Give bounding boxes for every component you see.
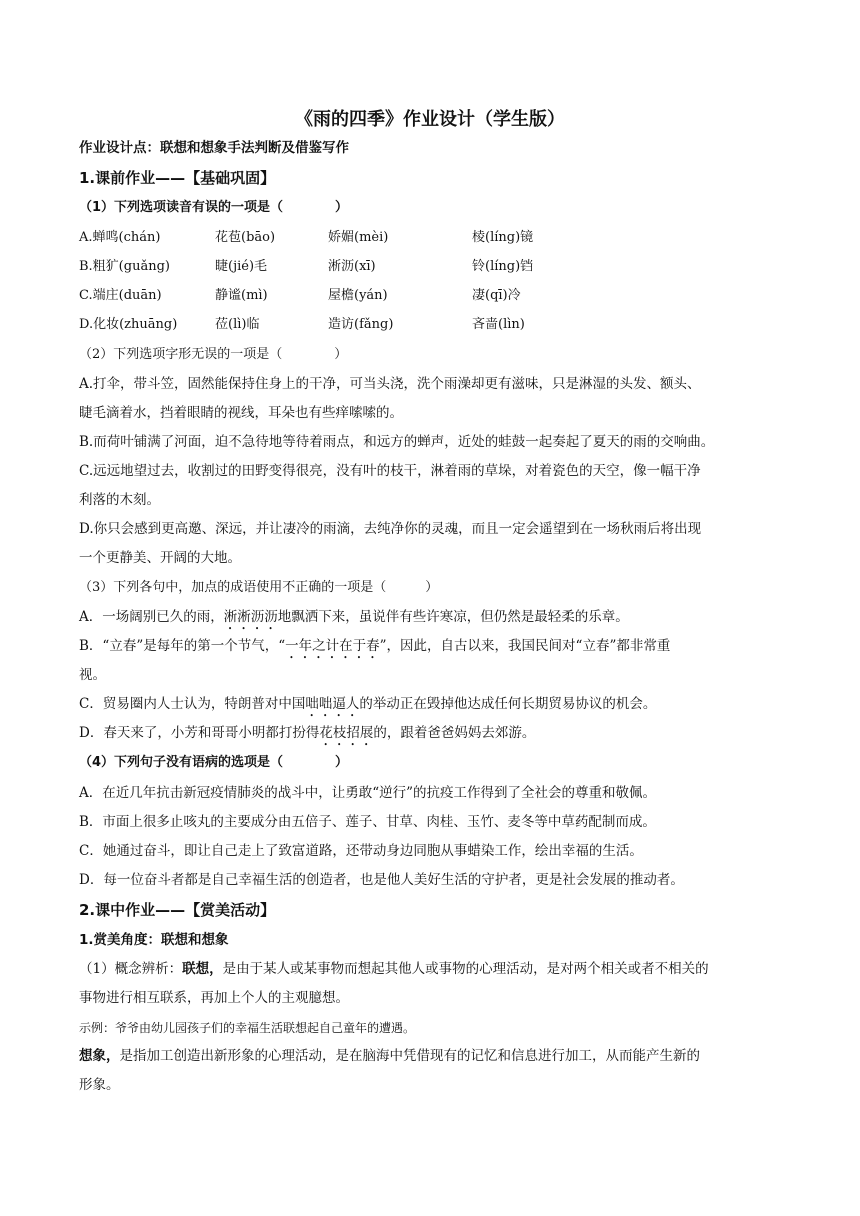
- q2-option-a-line1: A.打伞，带斗笠，固然能保持住身上的干净，可当头浇，洗个雨澡却更有滋味，只是淋湿的头发、额头、: [79, 376, 701, 392]
- section1-heading: 1.课前作业——【基础巩固】: [79, 169, 276, 187]
- q2-option-a-line2: 睫毛滴着水，挡着眼睛的视线，耳朵也有些痒嗦嗦的。: [79, 405, 403, 421]
- q1-a-4: 棱(líng)镜: [472, 230, 534, 245]
- q3-stem: （3）下列各句中，加点的成语使用不正确的一项是（ ）: [79, 580, 439, 595]
- q1-b-2: 睫(jié)毛: [215, 259, 268, 274]
- q1-c-1: C.端庄(duān): [79, 288, 162, 303]
- definition-imagination-line2: 形象。: [79, 1077, 120, 1093]
- q3-c-pre: C．贸易圈内人士认为，特朗普对中国: [79, 696, 306, 712]
- appreciation-angle: 1.赏美角度：联想和想象: [79, 932, 229, 948]
- q3-c-idiom: 咄咄逼人: [305, 696, 360, 712]
- example-text: 示例：爷爷由幼儿园孩子们的幸福生活联想起自己童年的遭遇。: [79, 1021, 416, 1035]
- page-title: 《雨的四季》作业设计（学生版）: [295, 109, 565, 130]
- q4-option-c: C．她通过奋斗，即让自己走上了致富道路，还带动身边同胞从事蜡染工作，绘出幸福的生活。: [79, 843, 643, 859]
- q3-b-pre: B．“立春”是每年的第一个节气，“: [79, 638, 286, 654]
- q1-d-1: D.化妆(zhuāng): [79, 317, 178, 332]
- definition-association: [79, 961, 709, 977]
- q3-a-pre: A．一场阔别已久的雨，: [79, 609, 224, 625]
- definition-association-line2: 事物进行相互联系，再加上个人的主观臆想。: [79, 990, 349, 1006]
- q3-b-idiom: 一年之计在于春: [285, 638, 380, 654]
- q3-option-b: [79, 638, 670, 662]
- def2-keyword: 想象，: [79, 1048, 120, 1064]
- q3-option-a: [79, 609, 629, 633]
- q1-d-2: 莅(lì)临: [215, 317, 260, 332]
- def2-text: 是指加工创造出新形象的心理活动，是在脑海中凭借现有的记忆和信息进行加工，从而能产生新的: [119, 1048, 700, 1064]
- q2-option-d-line1: D.你只会感到更高邀、深远，并让凄冷的雨滴，去纯净你的灵魂，而且一定会遥望到在一场秋雨后将出现: [79, 521, 702, 537]
- q3-d-pre: D．春天来了，小芳和哥哥小明都打扮得: [79, 725, 320, 741]
- q2-option-c-line2: 利落的木刻。: [79, 492, 160, 508]
- q3-option-b-line2: 视。: [79, 667, 106, 683]
- q1-a-1: A.蝉鸣(chán): [79, 230, 161, 245]
- q3-a-post: 地飘洒下来，虽说伴有些许寒凉，但仍然是最轻柔的乐章。: [277, 609, 629, 625]
- q1-b-4: 铃(líng)铛: [472, 259, 534, 274]
- q1-b-1: B.粗犷(guǎng): [79, 259, 170, 274]
- q4-option-b: B．市面上很多止咳丸的主要成分由五倍子、莲子、甘草、肉桂、玉竹、麦冬等中草药配制而成。: [79, 814, 656, 830]
- definition-imagination: [79, 1048, 700, 1064]
- q1-c-3: 屋檐(yán): [328, 288, 388, 303]
- def1-prefix: （1）概念辨析：: [79, 961, 183, 977]
- q3-c-post: 的举动正在毁掉他达成任何长期贸易协议的机会。: [359, 696, 657, 712]
- q4-stem: （4）下列句子没有语病的选项是（ ）: [79, 755, 349, 770]
- q1-a-2: 花苞(bāo): [215, 230, 276, 245]
- q1-b-3: 淅沥(xī): [328, 259, 376, 274]
- q1-d-3: 造访(fǎng): [328, 317, 394, 332]
- q3-d-post: 的，跟着爸爸妈妈去郊游。: [373, 725, 536, 741]
- q2-option-c-line1: C.远远地望过去，收割过的田野变得很亮，没有叶的枝干，淋着雨的草垛，对着瓷色的天空，像一幅干净: [79, 463, 701, 479]
- q3-option-d: [79, 725, 535, 749]
- design-point: 作业设计点：联想和想象手法判断及借鉴写作: [79, 140, 349, 156]
- q1-c-2: 静谧(mì): [215, 288, 268, 303]
- q1-c-4: 凄(qī)冷: [472, 288, 521, 303]
- q2-stem: （2）下列选项字形无误的一项是（ ）: [79, 347, 348, 362]
- def1-keyword: 联想，: [182, 961, 223, 977]
- section2-heading: 2.课中作业——【赏美活动】: [79, 901, 276, 919]
- q4-option-d: D．每一位奋斗者都是自己幸福生活的创造者，也是他人美好生活的守护者，更是社会发展的推动者。: [79, 872, 684, 888]
- q3-b-post: ”，因此，自古以来，我国民间对“立春”都非常重: [379, 638, 671, 654]
- def1-text: 是由于某人或某事物而想起其他人或事物的心理活动，是对两个相关或者不相关的: [222, 961, 709, 977]
- q2-option-d-line2: 一个更静美、开阔的大地。: [79, 550, 241, 566]
- q3-d-idiom: 花枝招展: [319, 725, 374, 741]
- q2-option-b: B.而荷叶铺满了河面，迫不急待地等待着雨点，和远方的蝉声，近处的蛙鼓一起奏起了夏天的雨的交响曲。: [79, 434, 715, 450]
- q1-stem: （1）下列选项读音有误的一项是（ ）: [79, 200, 349, 215]
- q3-a-idiom: 淅淅沥沥: [223, 609, 278, 625]
- q1-a-3: 娇媚(mèi): [328, 230, 389, 245]
- q4-option-a: A．在近几年抗击新冠疫情肺炎的战斗中，让勇敢“逆行”的抗疫工作得到了全社会的尊重和敬佩。: [79, 785, 657, 801]
- q1-d-4: 吝啬(lìn): [472, 317, 525, 332]
- q3-option-c: [79, 696, 656, 720]
